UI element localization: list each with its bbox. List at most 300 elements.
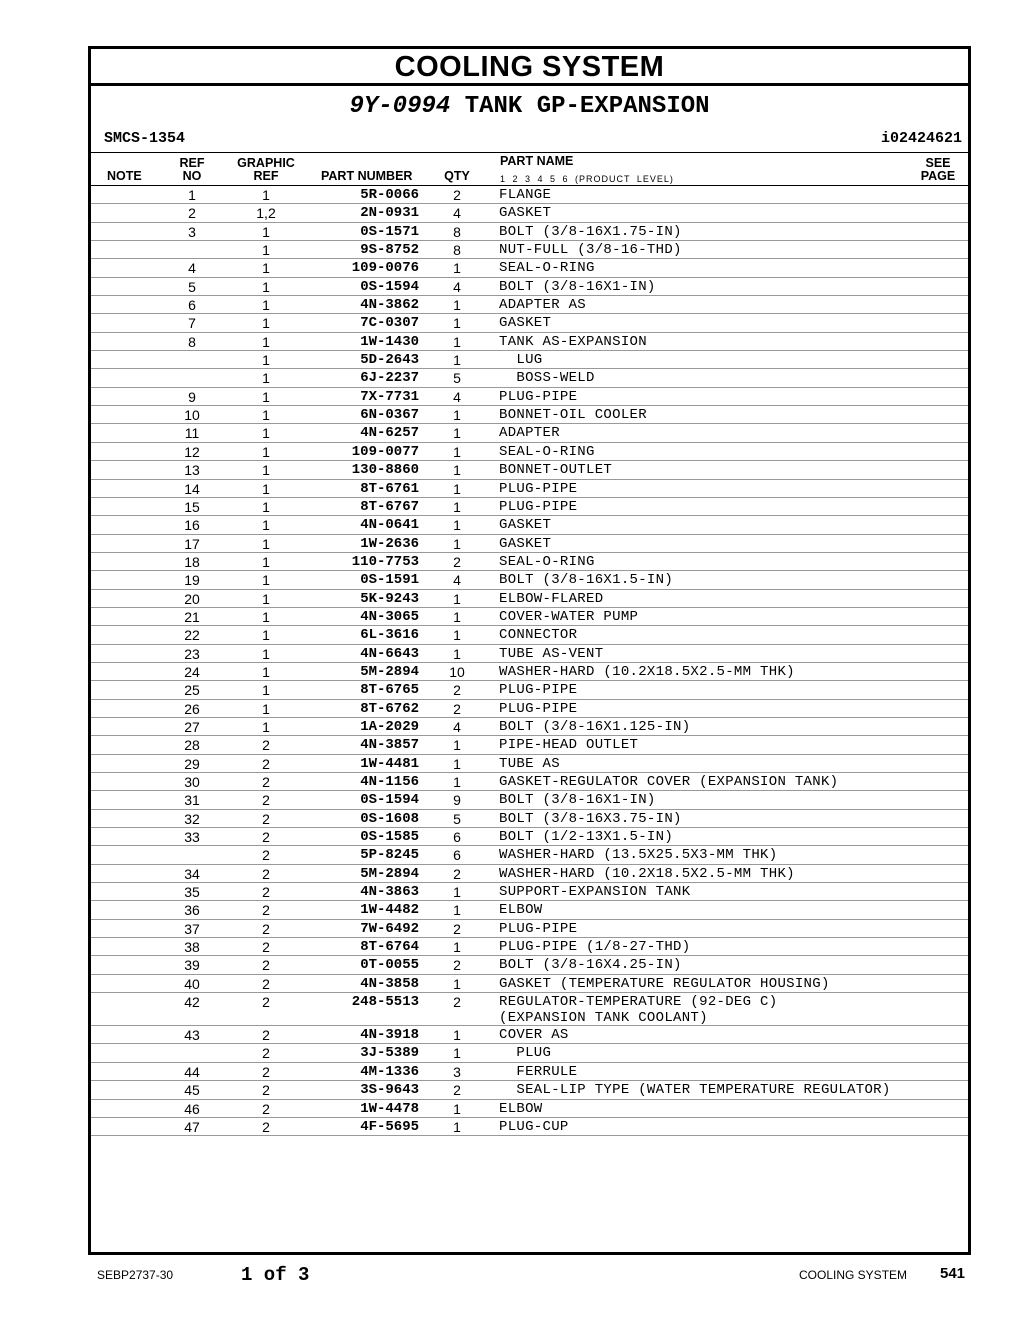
qty-cell: 1 xyxy=(453,352,461,369)
graphic-ref-cell: 2 xyxy=(262,957,270,974)
part-number-cell: 9S-8752 xyxy=(360,242,419,259)
qty-cell: 2 xyxy=(453,553,461,570)
qty-cell: 2 xyxy=(453,994,461,1011)
graphic-ref-cell: 1 xyxy=(262,663,270,680)
part-name-cell: BOLT (3/8-16X4.25-IN) xyxy=(499,957,682,974)
table-row xyxy=(91,736,968,754)
section-title-band xyxy=(91,49,968,86)
part-name-cell: ELBOW xyxy=(499,1100,543,1117)
qty-cell: 6 xyxy=(453,829,461,846)
ref-no-cell: 29 xyxy=(184,755,200,772)
graphic-ref-cell: 2 xyxy=(262,939,270,956)
graphic-ref-cell: 1 xyxy=(262,425,270,442)
qty-cell: 1 xyxy=(453,1100,461,1117)
graphic-ref-cell: 2 xyxy=(262,1045,270,1062)
part-number-cell: 5K-9243 xyxy=(360,590,419,607)
ref-no-cell: 6 xyxy=(188,297,196,314)
graphic-ref-cell: 2 xyxy=(262,1100,270,1117)
part-number-cell: 3J-5389 xyxy=(360,1045,419,1062)
part-number-cell: 4N-0641 xyxy=(360,517,419,534)
table-row xyxy=(91,975,968,993)
graphic-ref-cell: 1 xyxy=(262,480,270,497)
part-name-cell: PLUG-PIPE xyxy=(499,388,578,405)
qty-cell: 2 xyxy=(453,920,461,937)
part-number-cell: 5D-2643 xyxy=(360,352,419,369)
part-name-cell: SEAL-O-RING xyxy=(499,553,595,570)
graphic-ref-cell: 2 xyxy=(262,920,270,937)
part-name-cell: BOLT (3/8-16X1.75-IN) xyxy=(499,223,682,240)
part-number-cell: 5M-2894 xyxy=(360,663,419,680)
qty-cell: 1 xyxy=(453,425,461,442)
ref-no-cell: 39 xyxy=(184,957,200,974)
part-name-cell: BOLT (3/8-16X1-IN) xyxy=(499,278,656,295)
ref-no-cell: 43 xyxy=(184,1027,200,1044)
part-number-cell: 7C-0307 xyxy=(360,315,419,332)
table-row xyxy=(91,223,968,241)
table-row xyxy=(91,645,968,663)
part-number-cell: 1W-4482 xyxy=(360,902,419,919)
qty-cell: 10 xyxy=(449,663,465,680)
qty-cell: 2 xyxy=(453,957,461,974)
ref-no-cell: 2 xyxy=(188,205,196,222)
part-name-cell: COVER-WATER PUMP xyxy=(499,608,639,625)
part-number-cell: 248-5513 xyxy=(351,994,419,1011)
part-name-cell: TANK AS-EXPANSION xyxy=(499,333,647,350)
graphic-ref-cell: 2 xyxy=(262,975,270,992)
ref-no-cell: 16 xyxy=(184,517,200,534)
graphic-ref-cell: 1,2 xyxy=(256,205,276,222)
part-number-cell: 4N-1156 xyxy=(360,774,419,790)
ref-no-cell: 46 xyxy=(184,1100,200,1117)
col-header-ref-top: REF xyxy=(179,156,205,170)
graphic-ref-cell: 2 xyxy=(262,902,270,919)
part-number-cell: 1A-2029 xyxy=(360,718,419,735)
table-row xyxy=(91,993,968,1026)
qty-cell: 3 xyxy=(453,1063,461,1080)
qty-cell: 1 xyxy=(453,975,461,992)
graphic-ref-cell: 1 xyxy=(262,700,270,717)
graphic-ref-cell: 1 xyxy=(262,315,270,332)
qty-cell: 1 xyxy=(453,535,461,552)
part-name-cell: BOLT (3/8-16X1-IN) xyxy=(499,792,656,809)
part-number-cell: 8T-6767 xyxy=(360,498,419,515)
part-number-cell: 4M-1336 xyxy=(360,1063,419,1080)
part-number-cell: 4N-6257 xyxy=(360,425,419,442)
qty-cell: 1 xyxy=(453,480,461,497)
qty-cell: 1 xyxy=(453,260,461,277)
table-row xyxy=(91,791,968,809)
part-name-cell: ELBOW-FLARED xyxy=(499,590,604,607)
table-row xyxy=(91,828,968,846)
graphic-ref-cell: 1 xyxy=(262,370,270,387)
ref-no-cell: 47 xyxy=(184,1118,200,1135)
col-header-see-top: SEE xyxy=(925,156,951,170)
graphic-ref-cell: 1 xyxy=(262,572,270,589)
ref-no-cell: 25 xyxy=(184,682,200,699)
part-name-cell: GASKET (TEMPERATURE REGULATOR HOUSING) xyxy=(499,975,830,992)
smcs-code: SMCS-1354 xyxy=(104,130,186,147)
part-number-cell: 4N-6643 xyxy=(360,645,419,662)
part-number-cell: 1W-1430 xyxy=(360,333,419,350)
qty-cell: 1 xyxy=(453,608,461,625)
ref-no-cell: 4 xyxy=(188,260,196,277)
table-row xyxy=(91,1063,968,1081)
illustration-id: i02424621 xyxy=(880,130,962,147)
qty-cell: 2 xyxy=(453,187,461,203)
table-row xyxy=(91,480,968,498)
graphic-ref-cell: 2 xyxy=(262,792,270,809)
part-name-cell: PLUG-CUP xyxy=(499,1118,569,1135)
qty-cell: 4 xyxy=(453,278,461,295)
part-name-cell: FERRULE xyxy=(499,1063,578,1080)
qty-cell: 1 xyxy=(453,1118,461,1135)
qty-cell: 5 xyxy=(453,370,461,387)
ref-no-cell: 31 xyxy=(184,792,200,809)
part-name-cell: PLUG xyxy=(499,1045,552,1062)
parts-page-frame xyxy=(88,46,971,1255)
part-name-cell: COVER AS xyxy=(499,1027,569,1044)
part-name-cell: GASKET-REGULATOR COVER (EXPANSION TANK) xyxy=(499,774,839,790)
table-row xyxy=(91,388,968,406)
graphic-ref-cell: 2 xyxy=(262,774,270,790)
table-row xyxy=(91,608,968,626)
qty-cell: 1 xyxy=(453,755,461,772)
table-row xyxy=(91,718,968,736)
graphic-ref-cell: 1 xyxy=(262,187,270,203)
ref-no-cell: 21 xyxy=(184,608,200,625)
qty-cell: 1 xyxy=(453,627,461,644)
ref-no-cell: 18 xyxy=(184,553,200,570)
graphic-ref-cell: 1 xyxy=(262,333,270,350)
part-name-cell: BOLT (3/8-16X1.5-IN) xyxy=(499,572,674,589)
part-name-cell: PIPE-HEAD OUTLET xyxy=(499,737,639,754)
part-number-cell: 1W-2636 xyxy=(360,535,419,552)
part-number-cell: 4N-3858 xyxy=(360,975,419,992)
graphic-ref-cell: 2 xyxy=(262,1118,270,1135)
graphic-ref-cell: 1 xyxy=(262,627,270,644)
table-row xyxy=(91,314,968,332)
graphic-ref-cell: 1 xyxy=(262,608,270,625)
graphic-ref-cell: 1 xyxy=(262,278,270,295)
table-row xyxy=(91,1100,968,1118)
qty-cell: 6 xyxy=(453,847,461,864)
part-name-cell: BOLT (3/8-16X1.125-IN) xyxy=(499,718,691,735)
qty-cell: 1 xyxy=(453,939,461,956)
table-row xyxy=(91,810,968,828)
part-name-cell: BOLT (3/8-16X3.75-IN) xyxy=(499,810,682,827)
part-number-cell: 110-7753 xyxy=(351,553,419,570)
part-name-cell: GASKET xyxy=(499,315,552,332)
part-number-cell: 4N-3918 xyxy=(360,1027,419,1044)
part-number-cell: 6N-0367 xyxy=(360,407,419,424)
table-row xyxy=(91,369,968,387)
part-name-cell: GASKET xyxy=(499,205,552,222)
ref-no-cell: 12 xyxy=(184,443,200,460)
ref-no-cell: 20 xyxy=(184,590,200,607)
table-row xyxy=(91,865,968,883)
footer-section: COOLING SYSTEM xyxy=(799,1268,908,1282)
table-row xyxy=(91,204,968,222)
part-number-cell: 0S-1594 xyxy=(360,792,419,809)
qty-cell: 8 xyxy=(453,223,461,240)
qty-cell: 2 xyxy=(453,700,461,717)
part-number-cell: 4N-3863 xyxy=(360,884,419,901)
graphic-ref-cell: 2 xyxy=(262,1027,270,1044)
part-name-cell: SEAL-O-RING xyxy=(499,443,595,460)
ref-no-cell: 15 xyxy=(184,498,200,515)
table-row xyxy=(91,1044,968,1062)
graphic-ref-cell: 1 xyxy=(262,352,270,369)
part-number-cell: 7W-6492 xyxy=(360,920,419,937)
parts-table xyxy=(91,186,968,1136)
graphic-ref-cell: 1 xyxy=(262,462,270,479)
graphic-ref-cell: 2 xyxy=(262,1063,270,1080)
part-number-cell: 8T-6765 xyxy=(360,682,419,699)
graphic-ref-cell: 2 xyxy=(262,829,270,846)
ref-no-cell: 36 xyxy=(184,902,200,919)
part-number-cell: 6J-2237 xyxy=(360,370,419,387)
part-name-cell: BOLT (1/2-13X1.5-IN) xyxy=(499,829,674,846)
table-row xyxy=(91,571,968,589)
qty-cell: 2 xyxy=(453,865,461,882)
group-part-number: 9Y-0994 xyxy=(349,93,451,120)
graphic-ref-cell: 1 xyxy=(262,388,270,405)
part-number-cell: 0S-1591 xyxy=(360,572,419,589)
table-row xyxy=(91,755,968,773)
graphic-ref-cell: 2 xyxy=(262,865,270,882)
qty-cell: 4 xyxy=(453,718,461,735)
part-number-cell: 1W-4481 xyxy=(360,755,419,772)
table-row xyxy=(91,278,968,296)
part-name-cell: FLANGE xyxy=(499,187,552,203)
part-number-cell: 109-0077 xyxy=(351,443,419,460)
ref-no-cell: 10 xyxy=(184,407,200,424)
qty-cell: 8 xyxy=(453,242,461,259)
part-name-cell: WASHER-HARD (10.2X18.5X2.5-MM THK) xyxy=(499,663,795,680)
table-row xyxy=(91,663,968,681)
graphic-ref-cell: 1 xyxy=(262,297,270,314)
part-number-cell: 0S-1608 xyxy=(360,810,419,827)
table-row xyxy=(91,186,968,204)
graphic-ref-cell: 1 xyxy=(262,498,270,515)
ref-no-cell: 24 xyxy=(184,663,200,680)
ref-no-cell: 35 xyxy=(184,884,200,901)
table-row xyxy=(91,938,968,956)
table-row xyxy=(91,1026,968,1044)
part-number-cell: 4N-3065 xyxy=(360,608,419,625)
table-row xyxy=(91,590,968,608)
group-title xyxy=(91,93,968,121)
graphic-ref-cell: 1 xyxy=(262,223,270,240)
part-number-cell: 0S-1594 xyxy=(360,278,419,295)
part-name-cell: BOSS-WELD xyxy=(499,370,595,387)
table-row xyxy=(91,920,968,938)
table-row xyxy=(91,1081,968,1099)
qty-cell: 1 xyxy=(453,902,461,919)
ref-no-cell: 5 xyxy=(188,278,196,295)
qty-cell: 1 xyxy=(453,297,461,314)
part-number-cell: 8T-6764 xyxy=(360,939,419,956)
table-row xyxy=(91,626,968,644)
table-row xyxy=(91,883,968,901)
table-row xyxy=(91,773,968,791)
qty-cell: 1 xyxy=(453,1027,461,1044)
graphic-ref-cell: 2 xyxy=(262,810,270,827)
part-number-cell: 130-8860 xyxy=(351,462,419,479)
graphic-ref-cell: 1 xyxy=(262,645,270,662)
part-number-cell: 4F-5695 xyxy=(360,1118,419,1135)
part-name-cell: BONNET-OUTLET xyxy=(499,462,613,479)
part-name-cell: TUBE AS xyxy=(499,755,560,772)
ref-no-cell: 40 xyxy=(184,975,200,992)
graphic-ref-cell: 1 xyxy=(262,260,270,277)
part-number-cell: 5R-0066 xyxy=(360,187,419,203)
ref-no-cell: 22 xyxy=(184,627,200,644)
part-name-cell: SEAL-O-RING xyxy=(499,260,595,277)
part-name-cell: SEAL-LIP TYPE (WATER TEMPERATURE REGULATOR) xyxy=(499,1082,891,1099)
table-row xyxy=(91,333,968,351)
ref-no-cell: 11 xyxy=(184,425,200,442)
ref-no-cell: 42 xyxy=(184,994,200,1011)
graphic-ref-cell: 1 xyxy=(262,535,270,552)
part-name-cell: PLUG-PIPE xyxy=(499,498,578,515)
group-name: TANK GP-EXPANSION xyxy=(464,93,710,120)
page-counter: 1 of 3 xyxy=(241,1264,310,1286)
product-level-legend: 1 2 3 4 5 6 (PRODUCT LEVEL) xyxy=(500,174,674,184)
ref-no-cell: 14 xyxy=(184,480,200,497)
ref-no-cell: 32 xyxy=(184,810,200,827)
qty-cell: 1 xyxy=(453,333,461,350)
table-row xyxy=(91,1118,968,1136)
graphic-ref-cell: 1 xyxy=(262,517,270,534)
part-name-cell: LUG xyxy=(499,352,543,369)
col-header-graphic-bottom: REF xyxy=(253,169,279,183)
qty-cell: 4 xyxy=(453,388,461,405)
qty-cell: 1 xyxy=(453,407,461,424)
part-name-cell: PLUG-PIPE xyxy=(499,682,578,699)
part-number-cell: 4N-3857 xyxy=(360,737,419,754)
table-row xyxy=(91,516,968,534)
part-number-cell: 5P-8245 xyxy=(360,847,419,864)
part-name-cell: CONNECTOR xyxy=(499,627,578,644)
table-row xyxy=(91,296,968,314)
table-row xyxy=(91,535,968,553)
table-row xyxy=(91,241,968,259)
ref-no-cell: 17 xyxy=(184,535,200,552)
part-name-cell: WASHER-HARD (10.2X18.5X2.5-MM THK) xyxy=(499,865,795,882)
graphic-ref-cell: 2 xyxy=(262,737,270,754)
part-number-cell: 8T-6762 xyxy=(360,700,419,717)
graphic-ref-cell: 2 xyxy=(262,1082,270,1099)
part-name-cell: PLUG-PIPE xyxy=(499,700,578,717)
col-header-ref-bottom: NO xyxy=(182,169,202,183)
ref-no-cell: 19 xyxy=(184,572,200,589)
graphic-ref-cell: 1 xyxy=(262,407,270,424)
qty-cell: 4 xyxy=(453,572,461,589)
ref-no-cell: 9 xyxy=(188,388,196,405)
page-number: 541 xyxy=(940,1265,966,1282)
graphic-ref-cell: 1 xyxy=(262,443,270,460)
ref-no-cell: 3 xyxy=(188,223,196,240)
ref-no-cell: 34 xyxy=(184,865,200,882)
col-header-note: NOTE xyxy=(107,169,142,183)
graphic-ref-cell: 1 xyxy=(262,682,270,699)
section-title: COOLING SYSTEM xyxy=(394,51,665,83)
table-row xyxy=(91,956,968,974)
qty-cell: 1 xyxy=(453,590,461,607)
part-name-cell: GASKET xyxy=(499,535,552,552)
part-name-cell: ADAPTER xyxy=(499,425,560,442)
ref-no-cell: 30 xyxy=(184,774,200,790)
part-name-cell: WASHER-HARD (13.5X25.5X3-MM THK) xyxy=(499,847,778,864)
part-name-cell: REGULATOR-TEMPERATURE (92-DEG C) (EXPANSION TANK COOLANT) xyxy=(499,994,778,1027)
ref-no-cell: 28 xyxy=(184,737,200,754)
ref-no-cell: 44 xyxy=(184,1063,200,1080)
part-number-cell: 6L-3616 xyxy=(360,627,419,644)
qty-cell: 2 xyxy=(453,682,461,699)
table-row xyxy=(91,443,968,461)
ref-no-cell: 13 xyxy=(184,462,200,479)
part-number-cell: 2N-0931 xyxy=(360,205,419,222)
col-header-graphic-top: GRAPHIC xyxy=(237,156,295,170)
graphic-ref-cell: 2 xyxy=(262,884,270,901)
table-row xyxy=(91,259,968,277)
table-row xyxy=(91,498,968,516)
ref-no-cell: 8 xyxy=(188,333,196,350)
part-name-cell: TUBE AS-VENT xyxy=(499,645,604,662)
qty-cell: 1 xyxy=(453,462,461,479)
graphic-ref-cell: 2 xyxy=(262,755,270,772)
ref-no-cell: 23 xyxy=(184,645,200,662)
ref-no-cell: 27 xyxy=(184,718,200,735)
part-number-cell: 0S-1571 xyxy=(360,223,419,240)
graphic-ref-cell: 1 xyxy=(262,242,270,259)
table-row xyxy=(91,424,968,442)
part-name-cell: PLUG-PIPE xyxy=(499,920,578,937)
table-row xyxy=(91,461,968,479)
part-name-cell: ADAPTER AS xyxy=(499,297,587,314)
qty-cell: 1 xyxy=(453,517,461,534)
part-number-cell: 4N-3862 xyxy=(360,297,419,314)
part-name-cell: ELBOW xyxy=(499,902,543,919)
table-row xyxy=(91,846,968,864)
qty-cell: 1 xyxy=(453,737,461,754)
part-number-cell: 0T-0055 xyxy=(360,957,419,974)
ref-no-cell: 7 xyxy=(188,315,196,332)
ref-no-cell: 37 xyxy=(184,920,200,937)
qty-cell: 5 xyxy=(453,810,461,827)
part-name-cell: PLUG-PIPE xyxy=(499,480,578,497)
qty-cell: 4 xyxy=(453,205,461,222)
table-row xyxy=(91,700,968,718)
part-name-cell: PLUG-PIPE (1/8-27-THD) xyxy=(499,939,691,956)
table-row xyxy=(91,681,968,699)
table-row xyxy=(91,901,968,919)
part-name-cell: BONNET-OIL COOLER xyxy=(499,407,647,424)
ref-no-cell: 45 xyxy=(184,1082,200,1099)
table-row xyxy=(91,351,968,369)
graphic-ref-cell: 1 xyxy=(262,718,270,735)
qty-cell: 1 xyxy=(453,315,461,332)
table-row xyxy=(91,406,968,424)
part-name-cell: SUPPORT-EXPANSION TANK xyxy=(499,884,691,901)
part-number-cell: 1W-4478 xyxy=(360,1100,419,1117)
graphic-ref-cell: 2 xyxy=(262,994,270,1011)
graphic-ref-cell: 2 xyxy=(262,847,270,864)
graphic-ref-cell: 1 xyxy=(262,553,270,570)
table-row xyxy=(91,553,968,571)
ref-no-cell: 1 xyxy=(188,187,196,203)
